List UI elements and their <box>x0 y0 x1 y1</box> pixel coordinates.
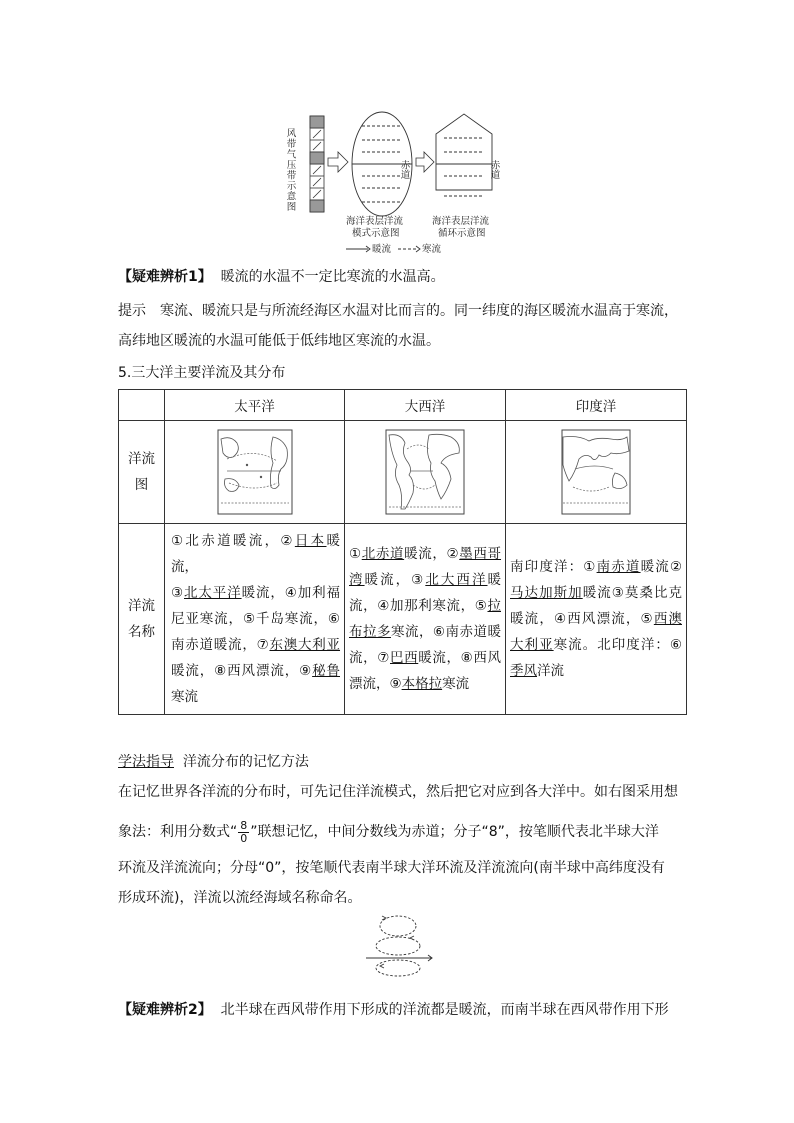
atlantic-map-cell <box>345 421 506 524</box>
atlantic-map-image <box>385 429 465 515</box>
method-tag: 学法指导 <box>118 754 174 770</box>
current-circulation-shape <box>436 114 492 196</box>
caption-right-1: 海洋表层洋流 <box>432 216 490 227</box>
caption-left-1: 海洋表层洋流 <box>346 216 404 227</box>
fraction: $\frac{8}{0}$ <box>240 818 248 845</box>
indian-map-image <box>561 429 631 515</box>
method-line1: 在记忆世界各洋流的分布时，可先记住洋流模式，然后把它对应到各大洋中。如右图采用想 <box>118 784 678 800</box>
equator-label-left: 赤道 <box>398 160 410 179</box>
wind-belt-strips <box>310 116 324 212</box>
wind-belt-label: 风带气压带示意图 <box>284 128 296 212</box>
equator-label-right: 赤道 <box>488 160 500 179</box>
legend-warm: 暖流 <box>372 244 392 255</box>
indian-map-cell <box>506 421 687 524</box>
header-indian: 印度洋 <box>506 390 687 421</box>
caption-left-2: 模式示意图 <box>352 228 400 239</box>
q1-answer-line1: 提示 寒流、暖流只是与所流经海区水温对比而言的。同一纬度的海区暖流水温高于寒流， <box>118 303 678 319</box>
legend-cold: 寒流 <box>422 244 442 255</box>
method-title: 洋流分布的记忆方法 <box>182 754 309 770</box>
atlantic-currents-cell: ①北赤道暖流，②墨西哥湾暖流，③北大西洋暖流，④加那利寒流，⑤拉布拉多寒流，⑥南赤道暖流，⑦巴西暖流，⑧西风漂流，⑨本格拉寒流 <box>345 524 506 715</box>
method-line4: 形成环流)，洋流以流经海域名称命名。 <box>118 890 362 906</box>
method-line3: 环流及洋流流向；分母“0”，按笔顺代表南半球大洋环流及洋流流向(南半球中高纬度没有 <box>118 860 665 876</box>
q1-question: 暖流的水温不一定比寒流的水温高。 <box>220 269 445 285</box>
q2-text: 北半球在西风带作用下形成的洋流都是暖流，而南半球在西风带作用下形 <box>220 1002 669 1018</box>
caption-right-2: 循环示意图 <box>438 228 486 239</box>
pacific-currents-cell: ①北赤道暖流，②日本暖流， ③北太平洋暖流，④加利福尼亚寒流，⑤千岛寒流，⑥南赤道暖流，⑦东澳大利亚暖流，⑧西风漂流，⑨秘鲁寒流 <box>165 524 345 715</box>
method-heading <box>118 748 688 776</box>
flow-arrow-2 <box>416 152 434 172</box>
header-atlantic: 大西洋 <box>345 390 506 421</box>
flow-arrow-1 <box>328 152 348 172</box>
pacific-map-cell <box>165 421 345 524</box>
q2-tag: 【疑难辨析2】 <box>118 1002 212 1018</box>
q2-line <box>118 996 688 1024</box>
pacific-map-image <box>217 429 293 515</box>
header-pacific: 太平洋 <box>165 390 345 421</box>
row-label-names: 洋流 名称 <box>119 524 165 715</box>
ocean-currents-table <box>118 389 687 715</box>
method-line2: 象法：利用分数式“ $\frac{8}{0}$ ”联想记忆，中间分数线为赤道；分子“8”，按笔顺代表北半球大洋 <box>118 818 659 845</box>
row-label-map: 洋流 图 <box>119 421 165 524</box>
indian-currents-cell: 南印度洋：①南赤道暖流②马达加斯加暖流③莫桑比克暖流，④西风漂流，⑤西澳大利亚寒流。北印度洋：⑥季风洋流 <box>506 524 687 715</box>
q1-tag: 【疑难辨析1】 <box>118 269 212 285</box>
section5-title: 5.三大洋主要洋流及其分布 <box>118 365 286 381</box>
q1-answer-line2: 高纬地区暖流的水温可能低于低纬地区寒流的水温。 <box>118 333 440 349</box>
header-empty <box>119 390 165 421</box>
q1-line <box>118 263 688 291</box>
fraction-mnemonic-diagram <box>362 912 434 982</box>
wind-belt-ocean-current-diagram <box>284 108 510 258</box>
